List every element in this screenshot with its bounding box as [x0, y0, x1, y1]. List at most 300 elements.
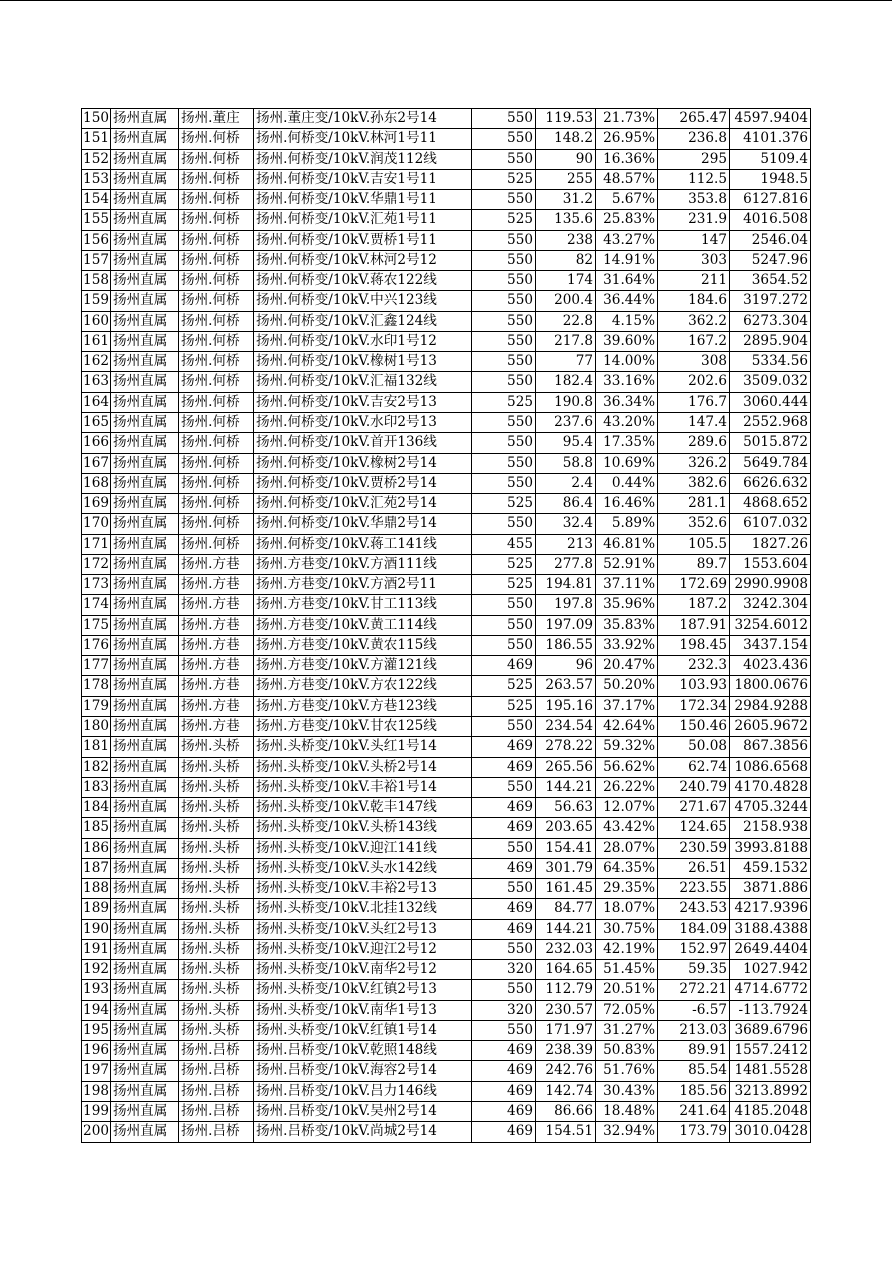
load-value-cell[interactable]: 217.8 [536, 332, 596, 352]
rated-capacity-cell[interactable]: 469 [472, 899, 536, 919]
load-value-cell[interactable]: 171.97 [536, 1021, 596, 1041]
substation-cell[interactable]: 扬州.何桥 [179, 413, 254, 433]
row-number-cell[interactable]: 195 [82, 1021, 111, 1041]
rated-capacity-cell[interactable]: 550 [472, 271, 536, 291]
remaining-capacity-cell[interactable]: 271.67 [658, 798, 730, 818]
remaining-capacity-cell[interactable]: 112.5 [658, 170, 730, 190]
remaining-capacity-cell[interactable]: 295 [658, 150, 730, 170]
load-rate-cell[interactable]: 21.73% [596, 109, 658, 129]
remaining-load-cell[interactable]: 3654.52 [730, 271, 811, 291]
load-rate-cell[interactable]: 33.92% [596, 636, 658, 656]
row-number-cell[interactable]: 180 [82, 717, 111, 737]
load-rate-cell[interactable]: 51.45% [596, 960, 658, 980]
substation-cell[interactable]: 扬州.何桥 [179, 150, 254, 170]
row-number-cell[interactable]: 170 [82, 514, 111, 534]
row-number-cell[interactable]: 160 [82, 312, 111, 332]
load-value-cell[interactable]: 277.8 [536, 555, 596, 575]
rated-capacity-cell[interactable]: 550 [472, 372, 536, 392]
load-value-cell[interactable]: 186.55 [536, 636, 596, 656]
remaining-capacity-cell[interactable]: 308 [658, 352, 730, 372]
row-number-cell[interactable]: 184 [82, 798, 111, 818]
remaining-capacity-cell[interactable]: 152.97 [658, 940, 730, 960]
org-unit-cell[interactable]: 扬州直属 [111, 291, 179, 311]
load-value-cell[interactable]: 86.66 [536, 1102, 596, 1122]
load-value-cell[interactable]: 203.65 [536, 818, 596, 838]
row-number-cell[interactable]: 178 [82, 676, 111, 696]
feeder-line-cell[interactable]: 扬州.何桥变/10kV.汇苑2号14 [254, 494, 472, 514]
remaining-capacity-cell[interactable]: 236.8 [658, 129, 730, 149]
rated-capacity-cell[interactable]: 525 [472, 393, 536, 413]
remaining-load-cell[interactable]: 3197.272 [730, 291, 811, 311]
remaining-load-cell[interactable]: 2649.4404 [730, 940, 811, 960]
load-rate-cell[interactable]: 37.11% [596, 575, 658, 595]
remaining-load-cell[interactable]: 4016.508 [730, 210, 811, 230]
feeder-line-cell[interactable]: 扬州.头桥变/10kV.头桥143线 [254, 818, 472, 838]
org-unit-cell[interactable]: 扬州直属 [111, 940, 179, 960]
load-rate-cell[interactable]: 16.36% [596, 150, 658, 170]
rated-capacity-cell[interactable]: 550 [472, 980, 536, 1000]
feeder-line-cell[interactable]: 扬州.方巷变/10kV.方农122线 [254, 676, 472, 696]
load-rate-cell[interactable]: 25.83% [596, 210, 658, 230]
load-value-cell[interactable]: 197.8 [536, 595, 596, 615]
rated-capacity-cell[interactable]: 469 [472, 1061, 536, 1081]
org-unit-cell[interactable]: 扬州直属 [111, 170, 179, 190]
substation-cell[interactable]: 扬州.头桥 [179, 980, 254, 1000]
org-unit-cell[interactable]: 扬州直属 [111, 1102, 179, 1122]
remaining-load-cell[interactable]: 3437.154 [730, 636, 811, 656]
load-value-cell[interactable]: 77 [536, 352, 596, 372]
org-unit-cell[interactable]: 扬州直属 [111, 210, 179, 230]
load-rate-cell[interactable]: 17.35% [596, 433, 658, 453]
remaining-load-cell[interactable]: 3213.8992 [730, 1082, 811, 1102]
org-unit-cell[interactable]: 扬州直属 [111, 818, 179, 838]
feeder-line-cell[interactable]: 扬州.何桥变/10kV.林河1号11 [254, 129, 472, 149]
substation-cell[interactable]: 扬州.方巷 [179, 555, 254, 575]
load-rate-cell[interactable]: 31.64% [596, 271, 658, 291]
row-number-cell[interactable]: 150 [82, 109, 111, 129]
remaining-load-cell[interactable]: 3188.4388 [730, 920, 811, 940]
rated-capacity-cell[interactable]: 469 [472, 1082, 536, 1102]
rated-capacity-cell[interactable]: 550 [472, 433, 536, 453]
load-value-cell[interactable]: 84.77 [536, 899, 596, 919]
remaining-load-cell[interactable]: 5109.4 [730, 150, 811, 170]
remaining-load-cell[interactable]: 1553.604 [730, 555, 811, 575]
rated-capacity-cell[interactable]: 525 [472, 676, 536, 696]
org-unit-cell[interactable]: 扬州直属 [111, 636, 179, 656]
substation-cell[interactable]: 扬州.何桥 [179, 494, 254, 514]
row-number-cell[interactable]: 190 [82, 920, 111, 940]
load-value-cell[interactable]: 200.4 [536, 291, 596, 311]
substation-cell[interactable]: 扬州.何桥 [179, 332, 254, 352]
feeder-line-cell[interactable]: 扬州.方巷变/10kV.方酒111线 [254, 555, 472, 575]
load-rate-cell[interactable]: 14.91% [596, 251, 658, 271]
remaining-load-cell[interactable]: 5247.96 [730, 251, 811, 271]
row-number-cell[interactable]: 192 [82, 960, 111, 980]
load-value-cell[interactable]: 2.4 [536, 474, 596, 494]
load-rate-cell[interactable]: 48.57% [596, 170, 658, 190]
feeder-line-cell[interactable]: 扬州.何桥变/10kV.华鼎1号11 [254, 190, 472, 210]
org-unit-cell[interactable]: 扬州直属 [111, 393, 179, 413]
feeder-line-cell[interactable]: 扬州.何桥变/10kV.蒋农122线 [254, 271, 472, 291]
substation-cell[interactable]: 扬州.头桥 [179, 798, 254, 818]
load-rate-cell[interactable]: 16.46% [596, 494, 658, 514]
load-rate-cell[interactable]: 42.64% [596, 717, 658, 737]
row-number-cell[interactable]: 159 [82, 291, 111, 311]
rated-capacity-cell[interactable]: 550 [472, 352, 536, 372]
load-value-cell[interactable]: 90 [536, 150, 596, 170]
load-rate-cell[interactable]: 5.89% [596, 514, 658, 534]
rated-capacity-cell[interactable]: 550 [472, 879, 536, 899]
remaining-capacity-cell[interactable]: 26.51 [658, 859, 730, 879]
load-rate-cell[interactable]: 51.76% [596, 1061, 658, 1081]
remaining-capacity-cell[interactable]: 198.45 [658, 636, 730, 656]
remaining-load-cell[interactable]: 2984.9288 [730, 697, 811, 717]
remaining-capacity-cell[interactable]: 103.93 [658, 676, 730, 696]
org-unit-cell[interactable]: 扬州直属 [111, 595, 179, 615]
substation-cell[interactable]: 扬州.方巷 [179, 697, 254, 717]
org-unit-cell[interactable]: 扬州直属 [111, 332, 179, 352]
substation-cell[interactable]: 扬州.何桥 [179, 312, 254, 332]
load-value-cell[interactable]: 194.81 [536, 575, 596, 595]
remaining-capacity-cell[interactable]: 202.6 [658, 372, 730, 392]
org-unit-cell[interactable]: 扬州直属 [111, 717, 179, 737]
remaining-capacity-cell[interactable]: 353.8 [658, 190, 730, 210]
remaining-load-cell[interactable]: -113.7924 [730, 1001, 811, 1021]
feeder-line-cell[interactable]: 扬州.吕桥变/10kV.吕力146线 [254, 1082, 472, 1102]
row-number-cell[interactable]: 193 [82, 980, 111, 1000]
feeder-line-cell[interactable]: 扬州.何桥变/10kV.水印2号13 [254, 413, 472, 433]
org-unit-cell[interactable]: 扬州直属 [111, 798, 179, 818]
row-number-cell[interactable]: 164 [82, 393, 111, 413]
row-number-cell[interactable]: 153 [82, 170, 111, 190]
rated-capacity-cell[interactable]: 525 [472, 494, 536, 514]
load-value-cell[interactable]: 144.21 [536, 920, 596, 940]
feeder-line-cell[interactable]: 扬州.方巷变/10kV.方酒2号11 [254, 575, 472, 595]
feeder-line-cell[interactable]: 扬州.头桥变/10kV.头红1号14 [254, 737, 472, 757]
remaining-load-cell[interactable]: 3509.032 [730, 372, 811, 392]
substation-cell[interactable]: 扬州.吕桥 [179, 1061, 254, 1081]
feeder-line-cell[interactable]: 扬州.何桥变/10kV.华鼎2号14 [254, 514, 472, 534]
feeder-line-cell[interactable]: 扬州.何桥变/10kV.中兴123线 [254, 291, 472, 311]
load-rate-cell[interactable]: 72.05% [596, 1001, 658, 1021]
feeder-line-cell[interactable]: 扬州.吕桥变/10kV.乾照148线 [254, 1041, 472, 1061]
remaining-capacity-cell[interactable]: 240.79 [658, 778, 730, 798]
load-value-cell[interactable]: 135.6 [536, 210, 596, 230]
org-unit-cell[interactable]: 扬州直属 [111, 129, 179, 149]
substation-cell[interactable]: 扬州.何桥 [179, 271, 254, 291]
org-unit-cell[interactable]: 扬州直属 [111, 413, 179, 433]
remaining-load-cell[interactable]: 459.1532 [730, 859, 811, 879]
feeder-line-cell[interactable]: 扬州.方巷变/10kV.方灌121线 [254, 656, 472, 676]
org-unit-cell[interactable]: 扬州直属 [111, 494, 179, 514]
row-number-cell[interactable]: 165 [82, 413, 111, 433]
rated-capacity-cell[interactable]: 550 [472, 251, 536, 271]
load-value-cell[interactable]: 238.39 [536, 1041, 596, 1061]
substation-cell[interactable]: 扬州.方巷 [179, 676, 254, 696]
remaining-load-cell[interactable]: 6273.304 [730, 312, 811, 332]
substation-cell[interactable]: 扬州.何桥 [179, 231, 254, 251]
rated-capacity-cell[interactable]: 469 [472, 758, 536, 778]
load-rate-cell[interactable]: 14.00% [596, 352, 658, 372]
remaining-capacity-cell[interactable]: 231.9 [658, 210, 730, 230]
remaining-load-cell[interactable]: 3010.0428 [730, 1122, 811, 1142]
rated-capacity-cell[interactable]: 550 [472, 778, 536, 798]
load-value-cell[interactable]: 197.09 [536, 616, 596, 636]
load-rate-cell[interactable]: 32.94% [596, 1122, 658, 1142]
org-unit-cell[interactable]: 扬州直属 [111, 920, 179, 940]
remaining-capacity-cell[interactable]: 124.65 [658, 818, 730, 838]
remaining-capacity-cell[interactable]: 289.6 [658, 433, 730, 453]
load-rate-cell[interactable]: 26.22% [596, 778, 658, 798]
load-rate-cell[interactable]: 18.07% [596, 899, 658, 919]
rated-capacity-cell[interactable]: 320 [472, 1001, 536, 1021]
remaining-load-cell[interactable]: 3871.886 [730, 879, 811, 899]
remaining-capacity-cell[interactable]: 223.55 [658, 879, 730, 899]
substation-cell[interactable]: 扬州.头桥 [179, 960, 254, 980]
org-unit-cell[interactable]: 扬州直属 [111, 697, 179, 717]
load-rate-cell[interactable]: 0.44% [596, 474, 658, 494]
substation-cell[interactable]: 扬州.何桥 [179, 251, 254, 271]
load-value-cell[interactable]: 230.57 [536, 1001, 596, 1021]
load-rate-cell[interactable]: 36.34% [596, 393, 658, 413]
row-number-cell[interactable]: 199 [82, 1102, 111, 1122]
load-rate-cell[interactable]: 43.27% [596, 231, 658, 251]
remaining-load-cell[interactable]: 2895.904 [730, 332, 811, 352]
load-value-cell[interactable]: 238 [536, 231, 596, 251]
feeder-line-cell[interactable]: 扬州.方巷变/10kV.黄工114线 [254, 616, 472, 636]
org-unit-cell[interactable]: 扬州直属 [111, 1041, 179, 1061]
remaining-load-cell[interactable]: 4185.2048 [730, 1102, 811, 1122]
row-number-cell[interactable]: 162 [82, 352, 111, 372]
substation-cell[interactable]: 扬州.董庄 [179, 109, 254, 129]
substation-cell[interactable]: 扬州.何桥 [179, 129, 254, 149]
rated-capacity-cell[interactable]: 550 [472, 940, 536, 960]
load-rate-cell[interactable]: 36.44% [596, 291, 658, 311]
org-unit-cell[interactable]: 扬州直属 [111, 352, 179, 372]
feeder-line-cell[interactable]: 扬州.头桥变/10kV.头桥2号14 [254, 758, 472, 778]
feeder-line-cell[interactable]: 扬州.头桥变/10kV.丰裕2号13 [254, 879, 472, 899]
row-number-cell[interactable]: 181 [82, 737, 111, 757]
org-unit-cell[interactable]: 扬州直属 [111, 150, 179, 170]
load-value-cell[interactable]: 161.45 [536, 879, 596, 899]
row-number-cell[interactable]: 152 [82, 150, 111, 170]
substation-cell[interactable]: 扬州.头桥 [179, 839, 254, 859]
load-rate-cell[interactable]: 43.20% [596, 413, 658, 433]
row-number-cell[interactable]: 175 [82, 616, 111, 636]
feeder-line-cell[interactable]: 扬州.吕桥变/10kV.尚城2号14 [254, 1122, 472, 1142]
feeder-line-cell[interactable]: 扬州.何桥变/10kV.水印1号12 [254, 332, 472, 352]
remaining-capacity-cell[interactable]: 243.53 [658, 899, 730, 919]
remaining-load-cell[interactable]: 2605.9672 [730, 717, 811, 737]
org-unit-cell[interactable]: 扬州直属 [111, 535, 179, 555]
row-number-cell[interactable]: 191 [82, 940, 111, 960]
feeder-line-cell[interactable]: 扬州.何桥变/10kV.橡树1号13 [254, 352, 472, 372]
org-unit-cell[interactable]: 扬州直属 [111, 758, 179, 778]
rated-capacity-cell[interactable]: 550 [472, 332, 536, 352]
remaining-capacity-cell[interactable]: -6.57 [658, 1001, 730, 1021]
load-rate-cell[interactable]: 20.47% [596, 656, 658, 676]
rated-capacity-cell[interactable]: 550 [472, 454, 536, 474]
feeder-line-cell[interactable]: 扬州.头桥变/10kV.迎江141线 [254, 839, 472, 859]
substation-cell[interactable]: 扬州.头桥 [179, 1001, 254, 1021]
substation-cell[interactable]: 扬州.方巷 [179, 575, 254, 595]
org-unit-cell[interactable]: 扬州直属 [111, 839, 179, 859]
load-rate-cell[interactable]: 4.15% [596, 312, 658, 332]
remaining-load-cell[interactable]: 1800.0676 [730, 676, 811, 696]
substation-cell[interactable]: 扬州.何桥 [179, 474, 254, 494]
row-number-cell[interactable]: 200 [82, 1122, 111, 1142]
load-value-cell[interactable]: 142.74 [536, 1082, 596, 1102]
load-rate-cell[interactable]: 50.83% [596, 1041, 658, 1061]
feeder-line-cell[interactable]: 扬州.头桥变/10kV.丰裕1号14 [254, 778, 472, 798]
rated-capacity-cell[interactable]: 469 [472, 1041, 536, 1061]
remaining-load-cell[interactable]: 6127.816 [730, 190, 811, 210]
load-value-cell[interactable]: 119.53 [536, 109, 596, 129]
remaining-capacity-cell[interactable]: 176.7 [658, 393, 730, 413]
rated-capacity-cell[interactable]: 469 [472, 737, 536, 757]
load-rate-cell[interactable]: 35.96% [596, 595, 658, 615]
row-number-cell[interactable]: 157 [82, 251, 111, 271]
remaining-capacity-cell[interactable]: 187.91 [658, 616, 730, 636]
remaining-load-cell[interactable]: 4023.436 [730, 656, 811, 676]
remaining-capacity-cell[interactable]: 185.56 [658, 1082, 730, 1102]
rated-capacity-cell[interactable]: 320 [472, 960, 536, 980]
substation-cell[interactable]: 扬州.方巷 [179, 595, 254, 615]
remaining-capacity-cell[interactable]: 59.35 [658, 960, 730, 980]
remaining-load-cell[interactable]: 1948.5 [730, 170, 811, 190]
org-unit-cell[interactable]: 扬州直属 [111, 1061, 179, 1081]
remaining-load-cell[interactable]: 4705.3244 [730, 798, 811, 818]
row-number-cell[interactable]: 197 [82, 1061, 111, 1081]
load-value-cell[interactable]: 31.2 [536, 190, 596, 210]
rated-capacity-cell[interactable]: 469 [472, 920, 536, 940]
rated-capacity-cell[interactable]: 550 [472, 717, 536, 737]
load-rate-cell[interactable]: 64.35% [596, 859, 658, 879]
remaining-capacity-cell[interactable]: 265.47 [658, 109, 730, 129]
row-number-cell[interactable]: 177 [82, 656, 111, 676]
org-unit-cell[interactable]: 扬州直属 [111, 859, 179, 879]
remaining-load-cell[interactable]: 3689.6796 [730, 1021, 811, 1041]
row-number-cell[interactable]: 194 [82, 1001, 111, 1021]
remaining-capacity-cell[interactable]: 232.3 [658, 656, 730, 676]
row-number-cell[interactable]: 188 [82, 879, 111, 899]
load-value-cell[interactable]: 86.4 [536, 494, 596, 514]
remaining-capacity-cell[interactable]: 184.09 [658, 920, 730, 940]
row-number-cell[interactable]: 158 [82, 271, 111, 291]
load-rate-cell[interactable]: 12.07% [596, 798, 658, 818]
org-unit-cell[interactable]: 扬州直属 [111, 312, 179, 332]
load-value-cell[interactable]: 301.79 [536, 859, 596, 879]
feeder-line-cell[interactable]: 扬州.何桥变/10kV.首开136线 [254, 433, 472, 453]
load-value-cell[interactable]: 96 [536, 656, 596, 676]
load-value-cell[interactable]: 190.8 [536, 393, 596, 413]
row-number-cell[interactable]: 185 [82, 818, 111, 838]
remaining-load-cell[interactable]: 867.3856 [730, 737, 811, 757]
org-unit-cell[interactable]: 扬州直属 [111, 474, 179, 494]
rated-capacity-cell[interactable]: 525 [472, 575, 536, 595]
remaining-capacity-cell[interactable]: 281.1 [658, 494, 730, 514]
org-unit-cell[interactable]: 扬州直属 [111, 575, 179, 595]
load-value-cell[interactable]: 195.16 [536, 697, 596, 717]
feeder-line-cell[interactable]: 扬州.何桥变/10kV.吉安1号11 [254, 170, 472, 190]
row-number-cell[interactable]: 171 [82, 535, 111, 555]
row-number-cell[interactable]: 154 [82, 190, 111, 210]
load-value-cell[interactable]: 112.79 [536, 980, 596, 1000]
load-value-cell[interactable]: 237.6 [536, 413, 596, 433]
remaining-load-cell[interactable]: 1557.2412 [730, 1041, 811, 1061]
remaining-load-cell[interactable]: 3242.304 [730, 595, 811, 615]
rated-capacity-cell[interactable]: 525 [472, 697, 536, 717]
org-unit-cell[interactable]: 扬州直属 [111, 676, 179, 696]
load-rate-cell[interactable]: 35.83% [596, 616, 658, 636]
org-unit-cell[interactable]: 扬州直属 [111, 190, 179, 210]
org-unit-cell[interactable]: 扬州直属 [111, 616, 179, 636]
substation-cell[interactable]: 扬州.头桥 [179, 778, 254, 798]
org-unit-cell[interactable]: 扬州直属 [111, 737, 179, 757]
remaining-load-cell[interactable]: 4170.4828 [730, 778, 811, 798]
substation-cell[interactable]: 扬州.何桥 [179, 372, 254, 392]
row-number-cell[interactable]: 167 [82, 454, 111, 474]
feeder-line-cell[interactable]: 扬州.方巷变/10kV.黄农115线 [254, 636, 472, 656]
feeder-line-cell[interactable]: 扬州.头桥变/10kV.南华2号12 [254, 960, 472, 980]
load-rate-cell[interactable]: 30.75% [596, 920, 658, 940]
rated-capacity-cell[interactable]: 455 [472, 535, 536, 555]
remaining-capacity-cell[interactable]: 50.08 [658, 737, 730, 757]
row-number-cell[interactable]: 156 [82, 231, 111, 251]
substation-cell[interactable]: 扬州.头桥 [179, 859, 254, 879]
feeder-line-cell[interactable]: 扬州.何桥变/10kV.蒋工141线 [254, 535, 472, 555]
feeder-line-cell[interactable]: 扬州.头桥变/10kV.头红2号13 [254, 920, 472, 940]
remaining-load-cell[interactable]: 1827.26 [730, 535, 811, 555]
remaining-load-cell[interactable]: 4868.652 [730, 494, 811, 514]
feeder-line-cell[interactable]: 扬州.何桥变/10kV.贾桥2号14 [254, 474, 472, 494]
remaining-capacity-cell[interactable]: 172.34 [658, 697, 730, 717]
substation-cell[interactable]: 扬州.何桥 [179, 291, 254, 311]
feeder-line-cell[interactable]: 扬州.何桥变/10kV.橡树2号14 [254, 454, 472, 474]
substation-cell[interactable]: 扬州.何桥 [179, 170, 254, 190]
remaining-load-cell[interactable]: 1481.5528 [730, 1061, 811, 1081]
row-number-cell[interactable]: 174 [82, 595, 111, 615]
load-rate-cell[interactable]: 52.91% [596, 555, 658, 575]
substation-cell[interactable]: 扬州.何桥 [179, 393, 254, 413]
feeder-line-cell[interactable]: 扬州.方巷变/10kV.甘工113线 [254, 595, 472, 615]
remaining-load-cell[interactable]: 3060.444 [730, 393, 811, 413]
substation-cell[interactable]: 扬州.头桥 [179, 737, 254, 757]
load-rate-cell[interactable]: 33.16% [596, 372, 658, 392]
load-rate-cell[interactable]: 26.95% [596, 129, 658, 149]
remaining-load-cell[interactable]: 5649.784 [730, 454, 811, 474]
load-value-cell[interactable]: 242.76 [536, 1061, 596, 1081]
feeder-line-cell[interactable]: 扬州.头桥变/10kV.乾丰147线 [254, 798, 472, 818]
row-number-cell[interactable]: 166 [82, 433, 111, 453]
feeder-line-cell[interactable]: 扬州.头桥变/10kV.迎江2号12 [254, 940, 472, 960]
remaining-capacity-cell[interactable]: 213.03 [658, 1021, 730, 1041]
remaining-capacity-cell[interactable]: 147 [658, 231, 730, 251]
substation-cell[interactable]: 扬州.头桥 [179, 940, 254, 960]
load-rate-cell[interactable]: 42.19% [596, 940, 658, 960]
remaining-capacity-cell[interactable]: 303 [658, 251, 730, 271]
rated-capacity-cell[interactable]: 550 [472, 231, 536, 251]
remaining-capacity-cell[interactable]: 89.91 [658, 1041, 730, 1061]
load-value-cell[interactable]: 154.41 [536, 839, 596, 859]
rated-capacity-cell[interactable]: 469 [472, 818, 536, 838]
remaining-load-cell[interactable]: 3993.8188 [730, 839, 811, 859]
org-unit-cell[interactable]: 扬州直属 [111, 879, 179, 899]
substation-cell[interactable]: 扬州.何桥 [179, 433, 254, 453]
substation-cell[interactable]: 扬州.吕桥 [179, 1082, 254, 1102]
rated-capacity-cell[interactable]: 469 [472, 859, 536, 879]
load-value-cell[interactable]: 148.2 [536, 129, 596, 149]
